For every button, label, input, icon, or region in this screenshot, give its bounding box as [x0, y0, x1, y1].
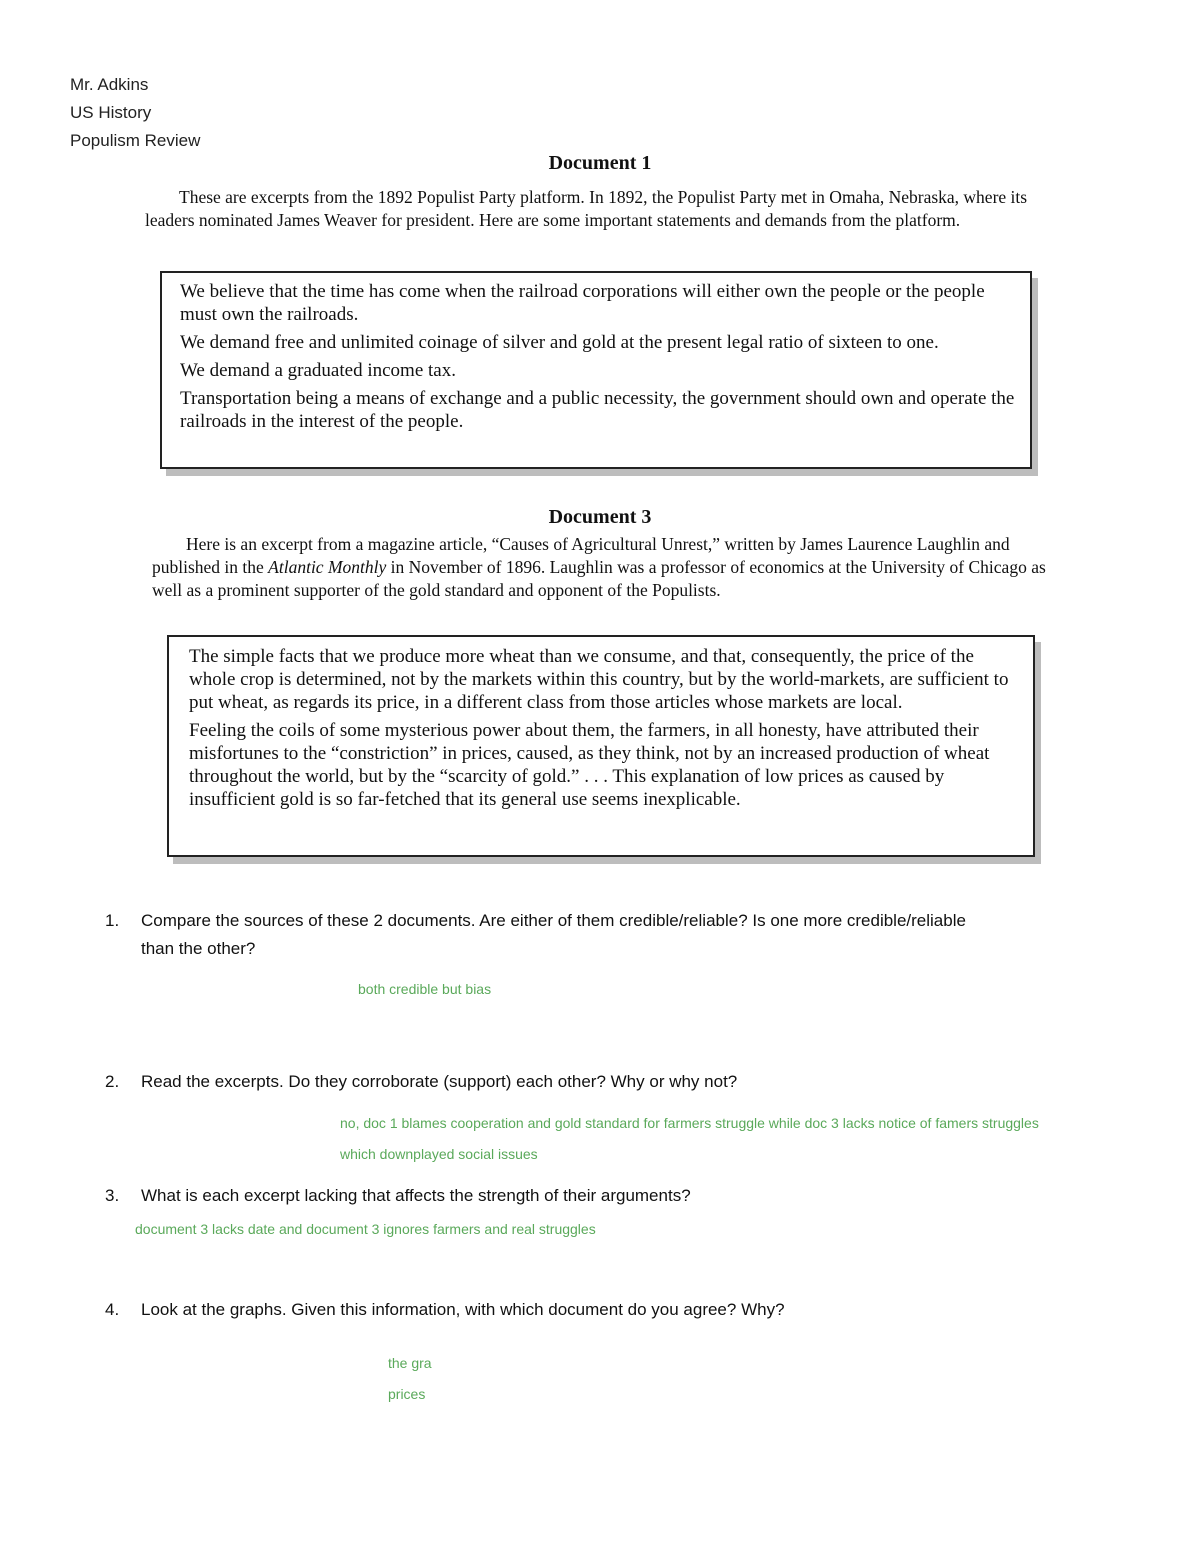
document-3-title: Document 3	[548, 506, 652, 528]
document-1-quote-box	[160, 271, 1032, 469]
doc3-quote-wheat-markets: The simple facts that we produce more wheat than we consume, and that, consequently, the price of the whole crop is determined, not by the markets within this country, but by the world-markets, are sufficient to put wheat, as regards its price, in a different class from those articles whose markets are local.	[189, 646, 1009, 713]
document-1-intro: These are excerpts from the 1892 Populist Party platform. In 1892, the Populist Party met in Omaha, Nebraska, where its leaders nominated James Weaver for president. Here are some important statements and demands from the platform.	[145, 187, 1028, 230]
question-1	[105, 907, 1145, 963]
question-2	[105, 1068, 1145, 1096]
answer-2-line-2[interactable]: which downplayed social issues	[340, 1146, 538, 1162]
doc3-intro-part-a: Here is an excerpt from a magazine article, “Causes of Agricultural Unrest,” written by James Laurence Laughlin and published in the	[152, 534, 1010, 577]
answer-4-line-1[interactable]: the gra	[388, 1355, 432, 1371]
document-3-quote-box	[167, 635, 1035, 857]
doc3-intro-publication: Atlantic Monthly	[268, 557, 387, 577]
question-1-text: Compare the sources of these 2 documents. Are either of them credible/reliable? Is one more credible/reliable	[141, 911, 966, 930]
question-3	[105, 1182, 1145, 1210]
doc1-quote-transportation: Transportation being a means of exchange and a public necessity, the government should own and operate the railroads in the interest of the people.	[180, 388, 1015, 432]
assignment-title: Populism Review	[70, 131, 201, 150]
question-3-number: 3.	[105, 1186, 120, 1205]
teacher-name: Mr. Adkins	[70, 75, 149, 94]
doc3-quote-gold-scarcity: Feeling the coils of some mysterious power about them, the farmers, in all honesty, have attributed their misfortunes to the “constriction” in prices, caused, as they think, not by an increased production of wheat throughout the world, but by the “scarcity of gold.” . . . This explanation of low prices as caused by insufficient gold is so far-fetched that its general use seems inexplicable.	[189, 720, 990, 810]
question-2-text: Read the excerpts. Do they corroborate (support) each other? Why or why not?	[141, 1072, 738, 1091]
answer-4-line-2[interactable]: prices	[388, 1386, 426, 1402]
question-1-number: 1.	[105, 911, 120, 930]
question-4	[105, 1296, 1145, 1324]
doc1-quote-coinage: We demand free and unlimited coinage of silver and gold at the present legal ratio of sixteen to one.	[180, 332, 939, 353]
doc1-quote-income-tax: We demand a graduated income tax.	[180, 360, 456, 381]
answer-3[interactable]: document 3 lacks date and document 3 ignores farmers and real struggles	[135, 1221, 596, 1237]
answer-1[interactable]: both credible but bias	[358, 981, 492, 997]
document-3-intro	[152, 533, 1057, 602]
question-1-text-cont: than the other?	[141, 939, 256, 958]
question-2-number: 2.	[105, 1072, 120, 1091]
doc1-quote-railroads: We believe that the time has come when the railroad corporations will either own the people or the people must own the railroads.	[180, 281, 985, 325]
course-name: US History	[70, 103, 152, 122]
question-4-number: 4.	[105, 1300, 120, 1319]
document-1-title: Document 1	[548, 152, 652, 174]
question-4-text: Look at the graphs. Given this information, with which document do you agree? Why?	[141, 1300, 785, 1319]
doc3-intro-part-b: in November of 1896. Laughlin was a professor of economics at the University of Chicago as well as a prominent supporter of the gold standard and opponent of the Populists.	[152, 557, 1046, 600]
answer-2-line-1[interactable]: no, doc 1 blames cooperation and gold standard for farmers struggle while doc 3 lacks notice of famers struggles	[340, 1115, 1039, 1131]
question-3-text: What is each excerpt lacking that affects the strength of their arguments?	[141, 1186, 691, 1205]
